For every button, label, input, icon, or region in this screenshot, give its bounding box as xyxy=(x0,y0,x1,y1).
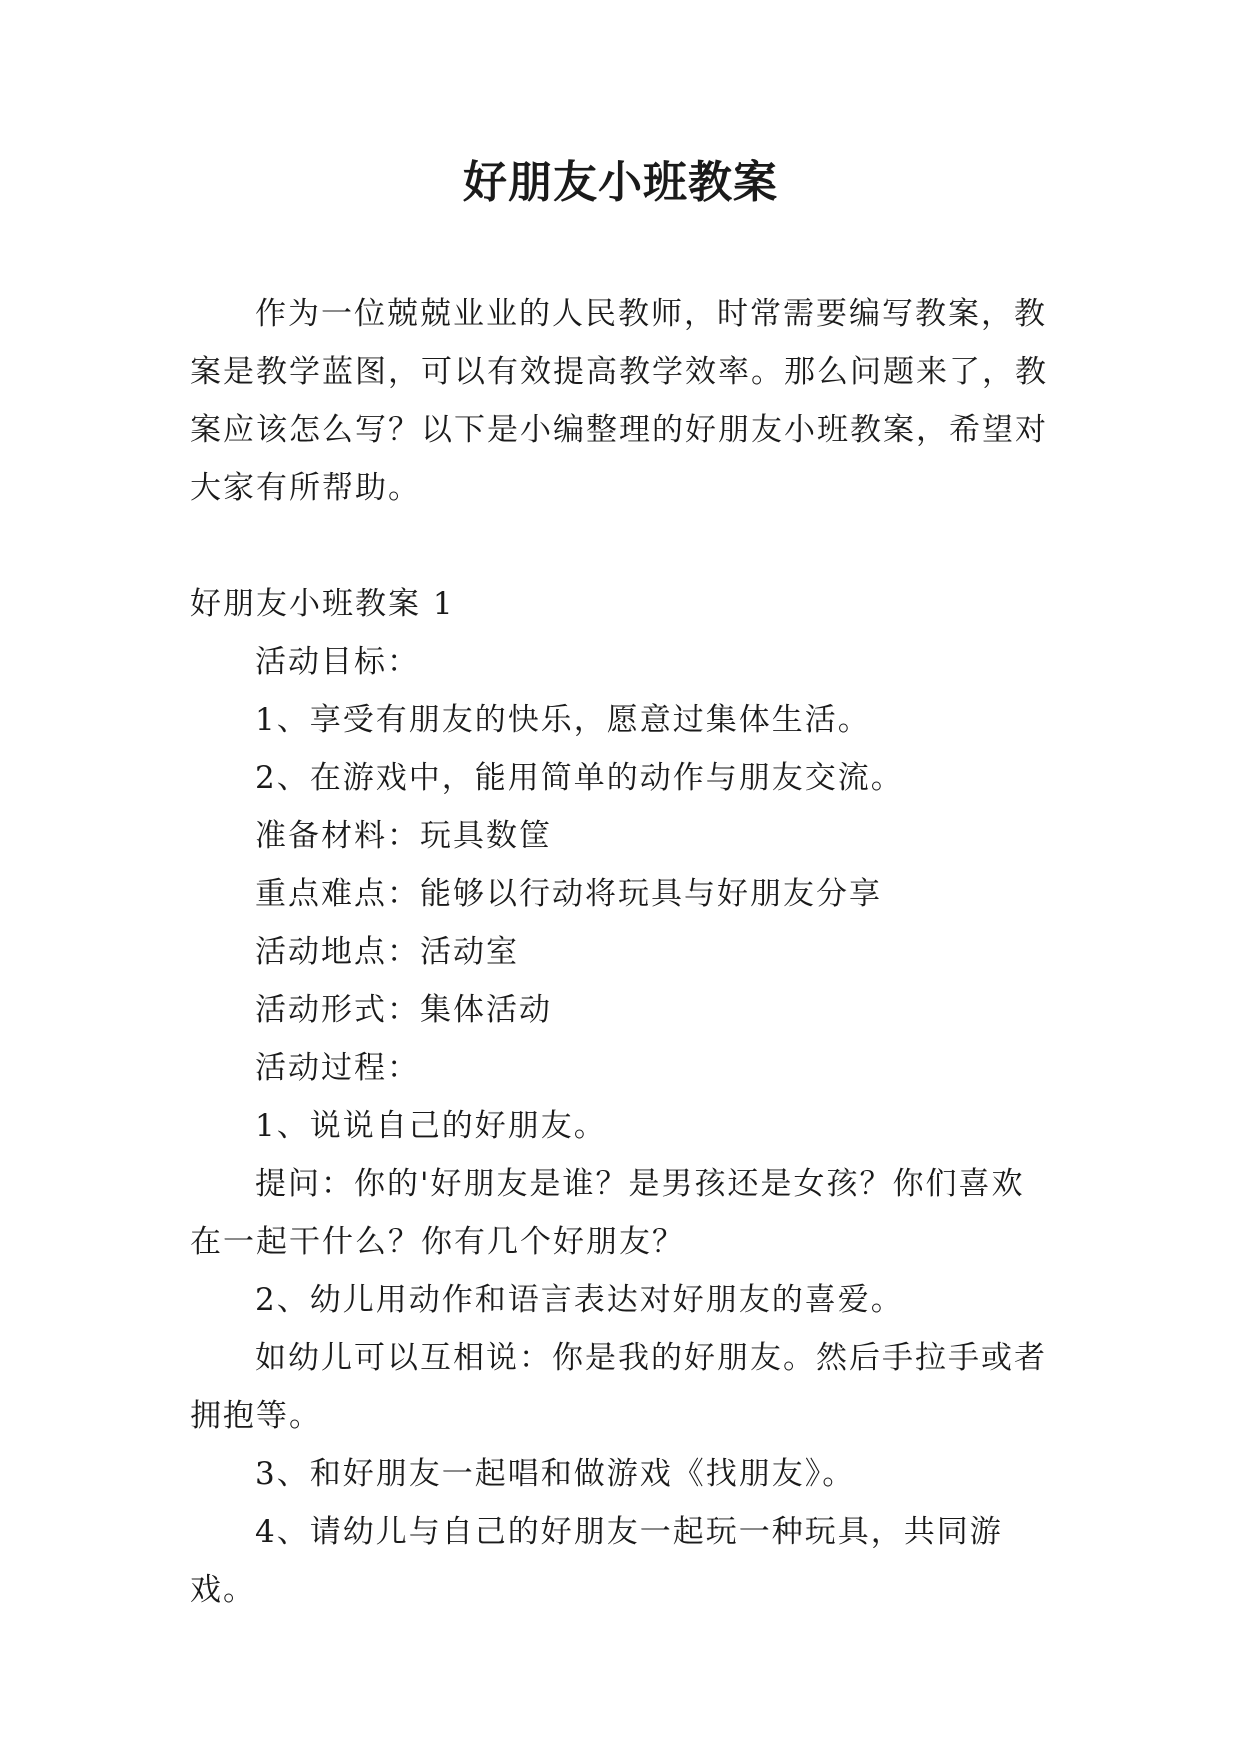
process-label: 活动过程： xyxy=(255,1050,420,1086)
process-step-3: 3、和好朋友一起唱和做游戏《找朋友》。 xyxy=(255,1456,856,1492)
document-body xyxy=(190,285,1050,1619)
question-paragraph: 提问：你的'好朋友是谁？是男孩还是女孩？你们喜欢在一起干什么？你有几个好朋友？ xyxy=(190,1166,1025,1260)
process-step-1: 1、说说自己的好朋友。 xyxy=(255,1108,607,1144)
materials-line: 准备材料：玩具数筐 xyxy=(255,818,552,854)
intro-paragraph: 作为一位兢兢业业的人民教师，时常需要编写教案，教案是教学蓝图，可以有效提高教学效率。那么问题来了，教案应该怎么写？以下是小编整理的好朋友小班教案，希望对大家有所帮助。 xyxy=(190,296,1048,506)
section-heading: 好朋友小班教案 1 xyxy=(190,586,455,622)
location-line: 活动地点：活动室 xyxy=(255,934,519,970)
document-title: 好朋友小班教案 xyxy=(463,157,778,208)
goals-label: 活动目标： xyxy=(255,644,420,680)
process-step-2: 2、幼儿用动作和语言表达对好朋友的喜爱。 xyxy=(255,1282,904,1318)
goal-item-2: 2、在游戏中，能用简单的动作与朋友交流。 xyxy=(255,760,904,796)
process-step-4: 4、请幼儿与自己的好朋友一起玩一种玩具，共同游戏。 xyxy=(190,1514,1003,1608)
example-paragraph: 如幼儿可以互相说：你是我的好朋友。然后手拉手或者拥抱等。 xyxy=(190,1340,1047,1434)
key-points-line: 重点难点：能够以行动将玩具与好朋友分享 xyxy=(255,876,882,912)
format-line: 活动形式：集体活动 xyxy=(255,992,552,1028)
goal-item-1: 1、享受有朋友的快乐，愿意过集体生活。 xyxy=(255,702,871,738)
